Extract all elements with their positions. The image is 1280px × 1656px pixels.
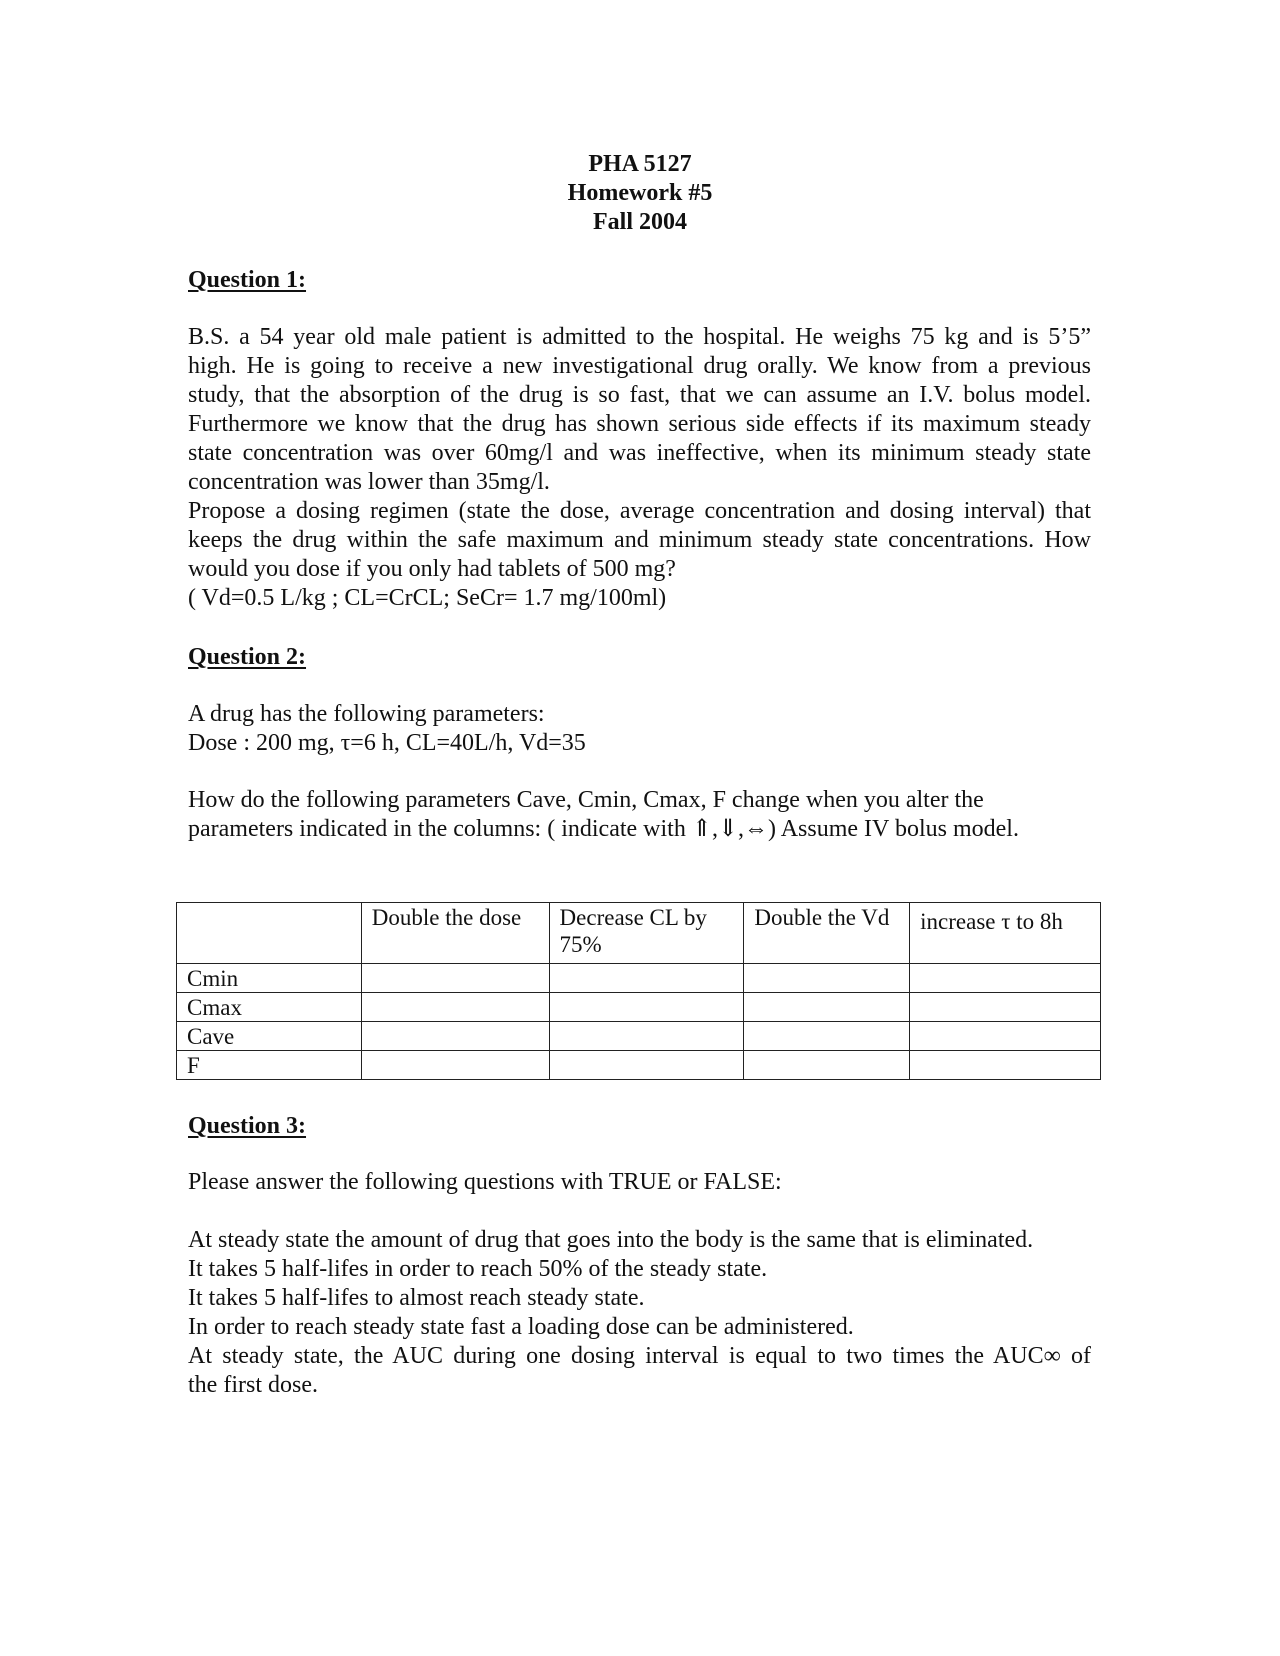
q3-intro: Please answer the following questions with TRUE or FALSE:: [188, 1169, 782, 1195]
q1-line: Furthermore we know that the drug has shown serious side effects if its maximum steady: [188, 411, 1091, 437]
table-header-cell: Decrease CL by 75%: [549, 903, 744, 964]
table-cell: [549, 1022, 744, 1051]
table-row: [177, 1022, 1101, 1051]
q1-line: Propose a dosing regimen (state the dose, average concentration and dosing interval) that: [188, 498, 1091, 524]
table-header-cell: [177, 903, 362, 964]
table-row: [177, 1051, 1101, 1080]
table-row: [177, 964, 1101, 993]
table-cell: [910, 993, 1101, 1022]
question-2-heading: Question 2:: [188, 644, 307, 670]
parameter-change-table: [176, 902, 1101, 1080]
question-3-intro: [188, 1168, 1091, 1197]
q3-statement: It takes 5 half-lifes to almost reach steady state.: [188, 1285, 645, 1311]
question-2-parameters: [188, 700, 1091, 758]
q1-line: high. He is going to receive a new investigational drug orally. We know from a previous: [188, 353, 1091, 379]
table-cell: [361, 964, 549, 993]
question-2-instruction: [188, 786, 1091, 844]
q1-line: B.S. a 54 year old male patient is admitted to the hospital. He weighs 75 kg and is 5’5”: [188, 324, 1091, 350]
course-code: PHA 5127: [588, 151, 692, 177]
q1-line: concentration was lower than 35mg/l.: [188, 469, 550, 495]
q3-statement: At steady state the amount of drug that goes into the body is the same that is eliminated.: [188, 1227, 1034, 1253]
q3-statement: the first dose.: [188, 1372, 318, 1398]
table-cell: [744, 1051, 910, 1080]
q1-line: would you dose if you only had tablets of 500 mg?: [188, 556, 676, 582]
table-cell: [549, 1051, 744, 1080]
q1-line: state concentration was over 60mg/l and was ineffective, when its minimum steady state: [188, 440, 1091, 466]
q3-statement: At steady state, the AUC during one dosing interval is equal to two times the AUC∞ of: [188, 1343, 1091, 1369]
table-cell: [744, 964, 910, 993]
table-row-label: Cave: [177, 1022, 362, 1051]
table-cell: [361, 993, 549, 1022]
table-cell: [549, 964, 744, 993]
table-header-cell: Double the Vd: [744, 903, 910, 964]
q2-parameters-line: Dose : 200 mg, τ=6 h, CL=40L/h, Vd=35: [188, 730, 586, 756]
table-cell: [361, 1022, 549, 1051]
table-cell: [910, 1051, 1101, 1080]
assignment-title: Homework #5: [567, 180, 713, 206]
table-header-cell: increase τ to 8h: [910, 903, 1101, 964]
q2-intro: A drug has the following parameters:: [188, 701, 545, 727]
q2-instruction-line: parameters indicated in the columns: ( indicate with ⇑,⇓,⇔) Assume IV bolus model.: [188, 816, 1019, 842]
table-cell: [910, 1022, 1101, 1051]
table-cell: [744, 1022, 910, 1051]
question-1-body: [188, 323, 1091, 613]
question-3-heading: Question 3:: [188, 1113, 307, 1139]
q3-statement: It takes 5 half-lifes in order to reach 50% of the steady state.: [188, 1256, 768, 1282]
question-3-statements: [188, 1226, 1091, 1400]
q1-line: ( Vd=0.5 L/kg ; CL=CrCL; SeCr= 1.7 mg/100ml): [188, 585, 667, 611]
table-row: [177, 993, 1101, 1022]
table-row-label: Cmax: [177, 993, 362, 1022]
table-header-row: [177, 903, 1101, 964]
document-header: [0, 150, 1280, 237]
q1-line: study, that the absorption of the drug is so fast, that we can assume an I.V. bolus model.: [188, 382, 1091, 408]
table-row-label: F: [177, 1051, 362, 1080]
question-1-heading: Question 1:: [188, 267, 307, 293]
table-cell: [744, 993, 910, 1022]
table-cell: [910, 964, 1101, 993]
table-row-label: Cmin: [177, 964, 362, 993]
q2-instruction-line: How do the following parameters Cave, Cmin, Cmax, F change when you alter the: [188, 787, 984, 813]
table-cell: [549, 993, 744, 1022]
table-header-cell: Double the dose: [361, 903, 549, 964]
q1-line: keeps the drug within the safe maximum and minimum steady state concentrations. How: [188, 527, 1091, 553]
term: Fall 2004: [593, 209, 687, 235]
q3-statement: In order to reach steady state fast a loading dose can be administered.: [188, 1314, 854, 1340]
table-cell: [361, 1051, 549, 1080]
